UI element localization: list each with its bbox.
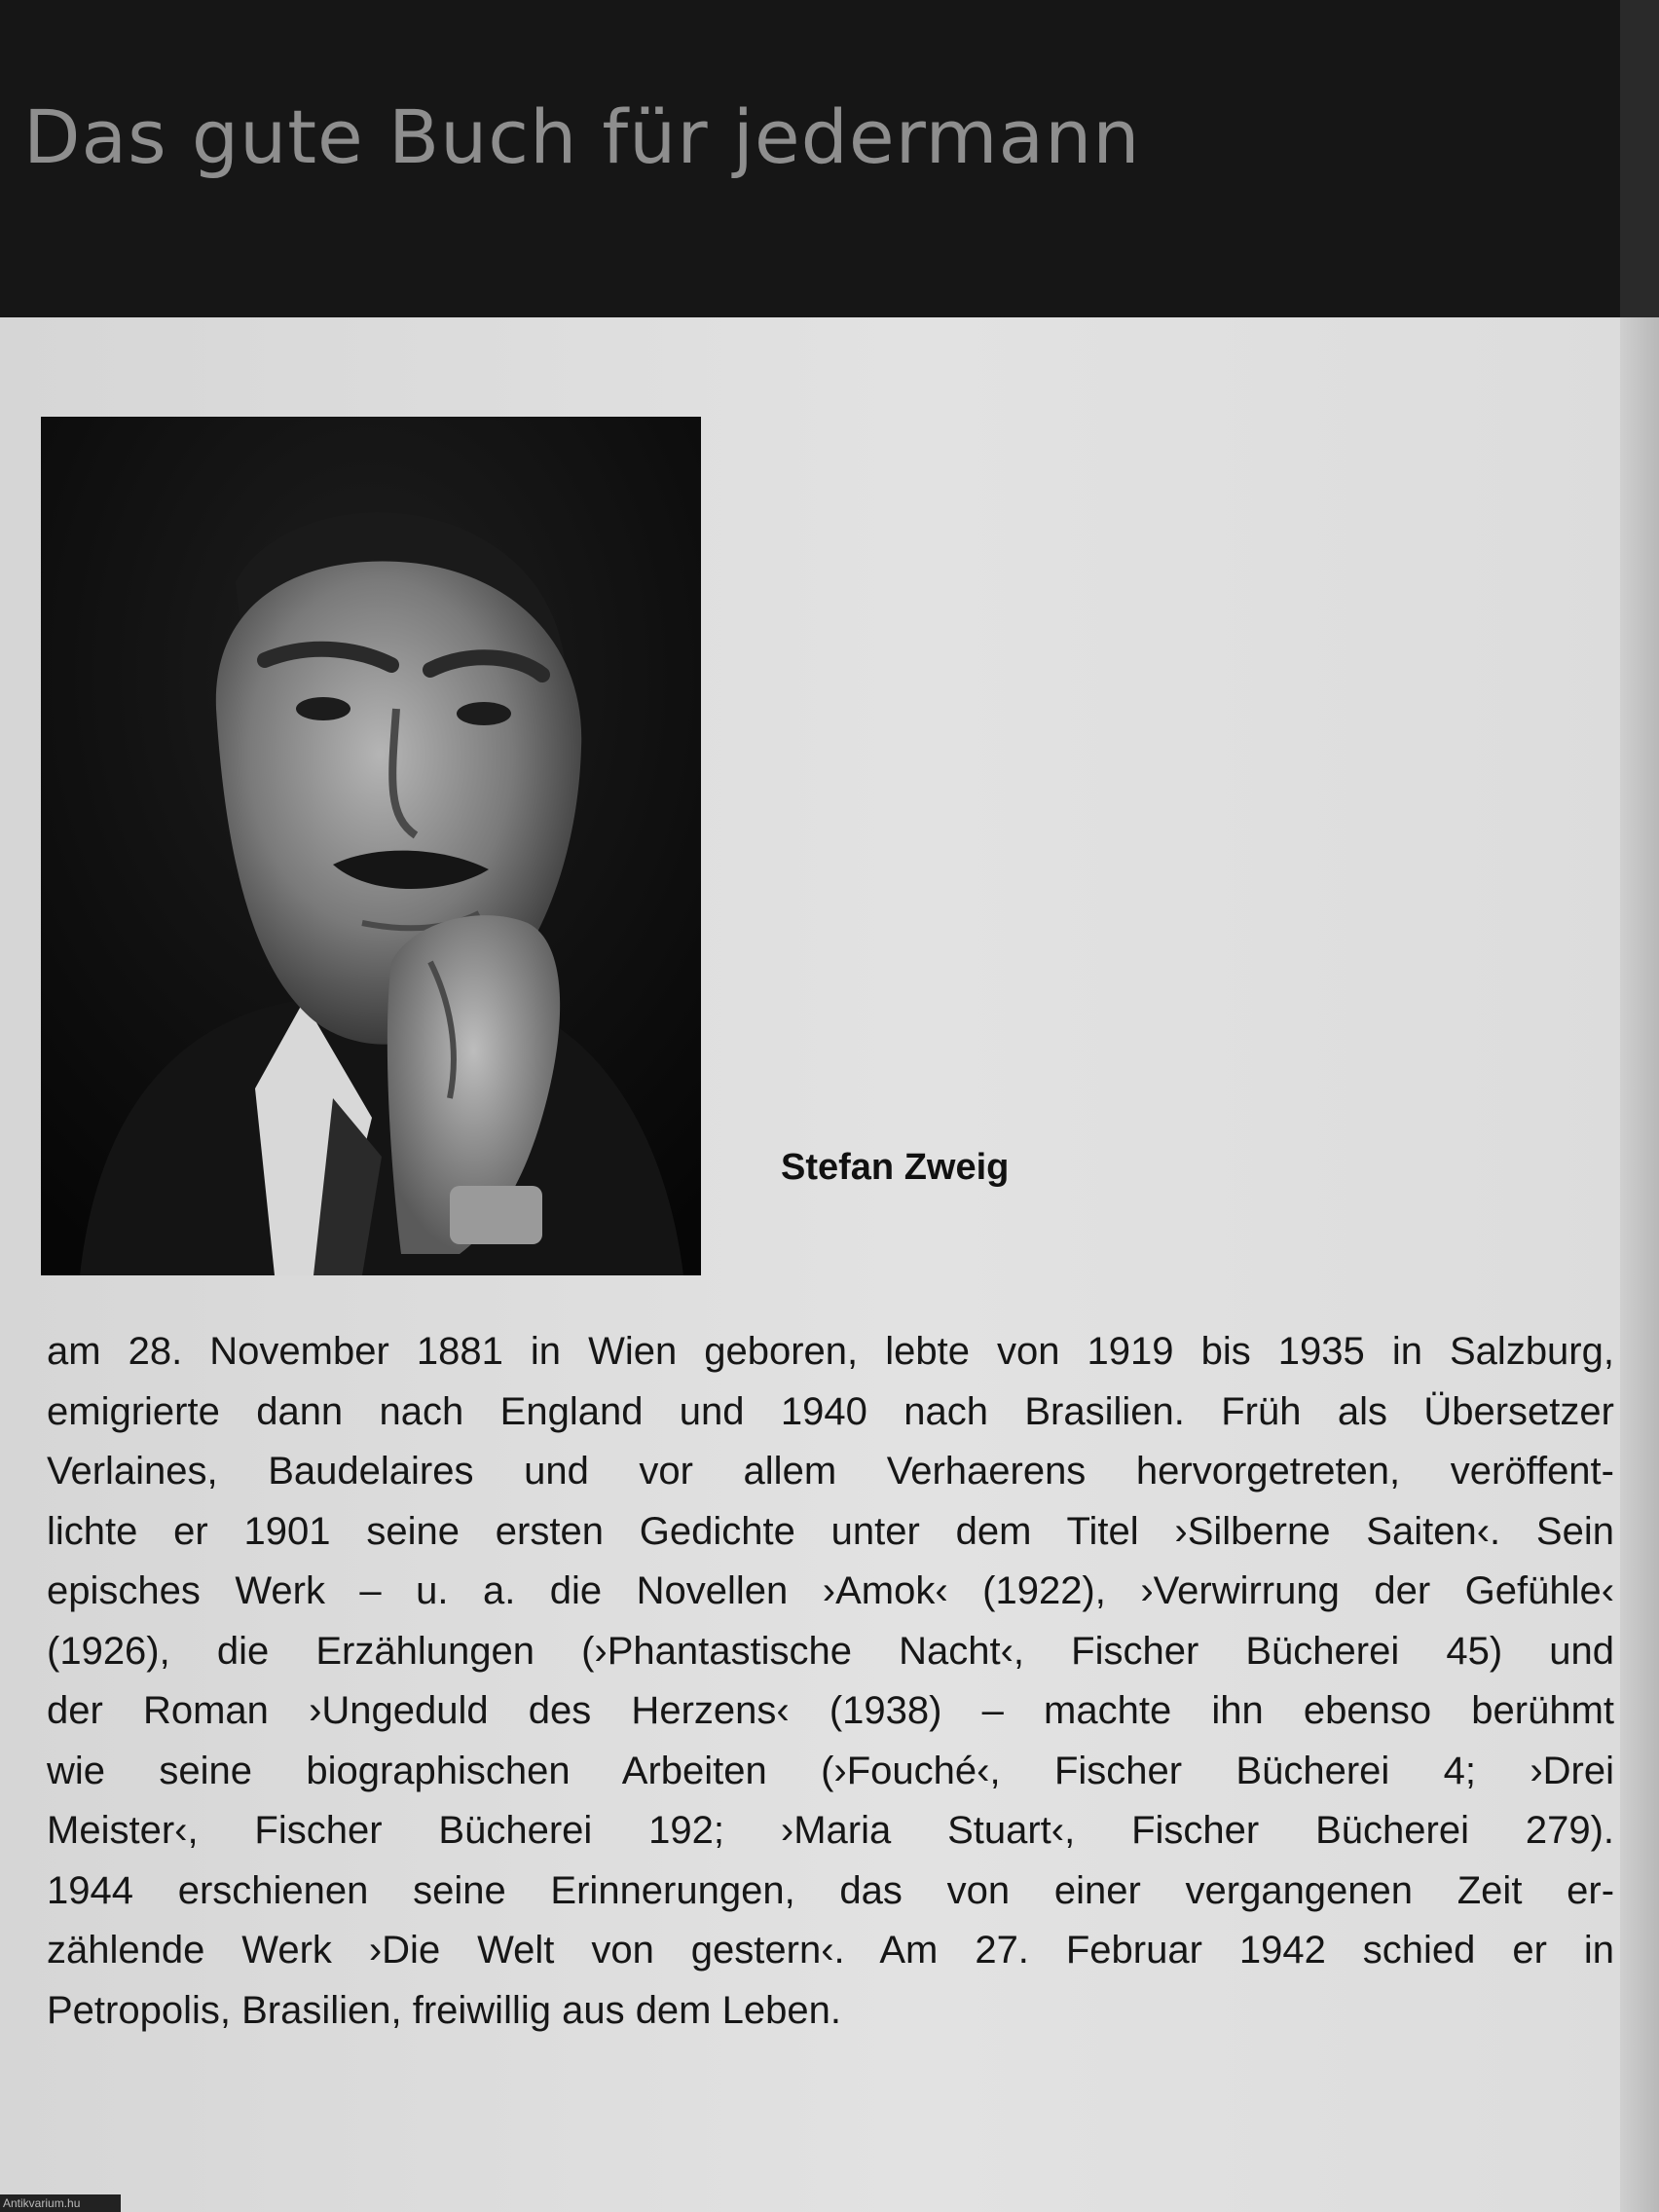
bio-line: Petropolis, Brasilien, freiwillig aus dem Leben. bbox=[47, 1988, 841, 2032]
bio-line: 1944 erschienen seine Erinnerungen, das von einer vergangenen Zeit er- bbox=[47, 1868, 1615, 1912]
bio-line: Verlaines, Baudelaires und vor allem Verhaerens hervorgetreten, veröffent- bbox=[47, 1450, 1614, 1493]
bio-line: episches Werk – u. a. die Novellen ›Amok‹ (1922), ›Verwirrung der Gefühle‹ bbox=[47, 1569, 1615, 1612]
header-edge bbox=[1620, 0, 1659, 317]
watermark: Antikvarium.hu bbox=[0, 2194, 121, 2212]
series-title: Das gute Buch für jedermann bbox=[23, 93, 1141, 180]
author-portrait-photo bbox=[41, 417, 701, 1275]
portrait-illustration bbox=[41, 417, 701, 1275]
bio-line: emigrierte dann nach England und 1940 nach Brasilien. Früh als Übersetzer bbox=[47, 1389, 1614, 1433]
author-biography bbox=[47, 1322, 1614, 2041]
bio-line: der Roman ›Ungeduld des Herzens‹ (1938) – machte ihn ebenso berühmt bbox=[47, 1689, 1615, 1732]
bio-line: am 28. November 1881 in Wien geboren, lebte von 1919 bis 1935 in Salzburg, bbox=[47, 1330, 1614, 1373]
bio-line: lichte er 1901 seine ersten Gedichte unter dem Titel ›Silberne Saiten‹. Sein bbox=[47, 1509, 1614, 1553]
bio-line: wie seine biographischen Arbeiten (›Fouché‹, Fischer Bücherei 4; ›Drei bbox=[47, 1749, 1614, 1792]
bio-line: Meister‹, Fischer Bücherei 192; ›Maria Stuart‹, Fischer Bücherei 279). bbox=[47, 1809, 1614, 1852]
author-name: Stefan Zweig bbox=[781, 1147, 1010, 1188]
header-band bbox=[0, 0, 1620, 317]
bio-line: (1926), die Erzählungen (›Phantastische Nacht‹, Fischer Bücherei 45) und bbox=[47, 1629, 1615, 1673]
bio-line: zählende Werk ›Die Welt von gestern‹. Am 27. Februar 1942 schied er in bbox=[47, 1929, 1615, 1972]
cover-edge bbox=[1620, 0, 1659, 2212]
